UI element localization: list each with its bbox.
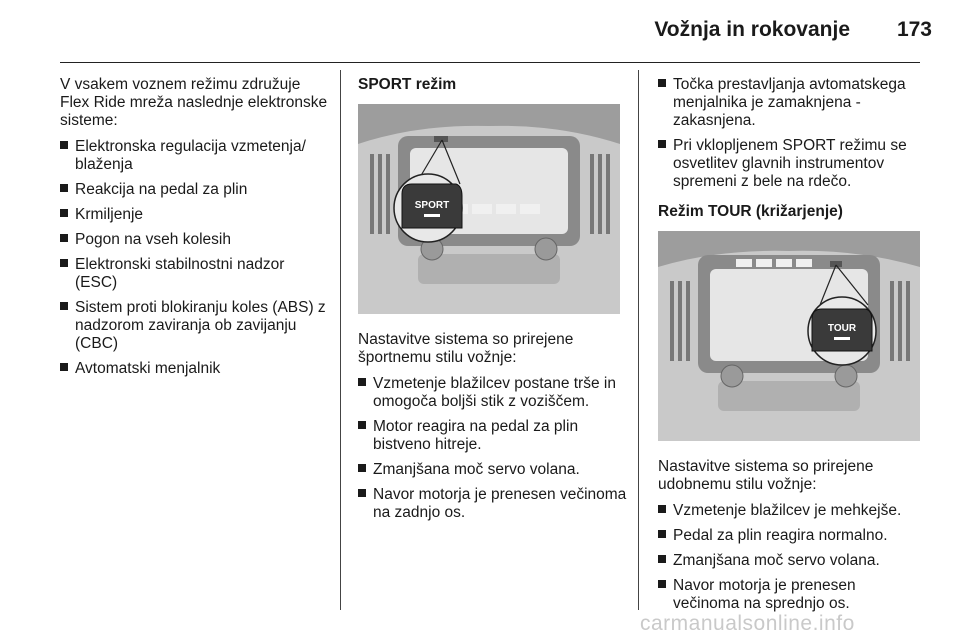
bullet-icon <box>60 363 68 371</box>
tour-console-illustration <box>658 231 920 441</box>
sport-console-illustration <box>358 104 620 314</box>
sport-heading: SPORT režim <box>358 76 457 93</box>
bullet-icon <box>658 505 666 513</box>
list-item: Navor motorja je prenesen večinoma na zadnjo os. <box>358 486 628 522</box>
bullet-icon <box>658 580 666 588</box>
tour-button-label: TOUR <box>827 323 857 334</box>
header-rule <box>60 62 920 63</box>
bullet-icon <box>60 259 68 267</box>
sport-list <box>358 375 628 522</box>
list-item: Motor reagira na pedal za plin bistveno hitreje. <box>358 418 628 454</box>
sport-button-label: SPORT <box>414 200 450 211</box>
list-item: Elektronski stabilnostni nadzor (ESC) <box>60 256 330 292</box>
list-item: Pri vklopljenem SPORT režimu se osvetlitev glavnih instrumentov spremeni z bele na rdečo. <box>658 137 922 191</box>
tour-heading: Režim TOUR (križarjenje) <box>658 203 843 220</box>
list-item: Pogon na vseh kolesih <box>60 231 330 249</box>
tour-list <box>658 502 922 613</box>
list-item: Točka prestavljanja avtomatskega menjalnika je zamaknjena - zakasnjena. <box>658 76 922 130</box>
list-item: Krmiljenje <box>60 206 330 224</box>
sport-intro: Nastavitve sistema so prirejene športnemu stilu vožnje: <box>358 331 574 366</box>
column-divider-1 <box>340 70 341 610</box>
left-list <box>60 138 330 378</box>
list-item: Sistem proti blokiranju koles (ABS) z nadzorom zaviranja ob zavijanju (CBC) <box>60 299 330 353</box>
page-number: 173 <box>896 18 932 41</box>
bullet-icon <box>658 140 666 148</box>
bullet-icon <box>60 234 68 242</box>
left-column <box>60 76 330 385</box>
tour-intro: Nastavitve sistema so prirejene udobnemu stilu vožnje: <box>658 458 874 493</box>
list-item: Navor motorja je prenesen večinoma na sprednjo os. <box>658 577 922 613</box>
bullet-icon <box>358 421 366 429</box>
middle-column <box>358 76 628 529</box>
header-title: Vožnja in rokovanje <box>654 18 850 41</box>
right-column <box>658 76 922 620</box>
bullet-icon <box>60 184 68 192</box>
bullet-icon <box>60 302 68 310</box>
list-item: Zmanjšana moč servo volana. <box>658 552 922 570</box>
list-item: Pedal za plin reagira normalno. <box>658 527 922 545</box>
bullet-icon <box>60 209 68 217</box>
column-divider-2 <box>638 70 639 610</box>
list-item: Vzmetenje blažilcev postane trše in omogoča boljši stik z voziščem. <box>358 375 628 411</box>
right-top-list <box>658 76 922 191</box>
list-item: Zmanjšana moč servo volana. <box>358 461 628 479</box>
bullet-icon <box>60 141 68 149</box>
list-item: Vzmetenje blažilcev je mehkejše. <box>658 502 922 520</box>
bullet-icon <box>358 378 366 386</box>
bullet-icon <box>658 530 666 538</box>
bullet-icon <box>358 489 366 497</box>
list-item: Avtomatski menjalnik <box>60 360 330 378</box>
bullet-icon <box>358 464 366 472</box>
bullet-icon <box>658 555 666 563</box>
left-intro: V vsakem voznem režimu združuje Flex Ride mreža naslednje elektronske sisteme: <box>60 76 328 129</box>
list-item: Reakcija na pedal za plin <box>60 181 330 199</box>
watermark: carmanualsonline.info <box>640 612 855 635</box>
list-item: Elektronska regulacija vzmetenja/ blaženja <box>60 138 330 174</box>
bullet-icon <box>658 79 666 87</box>
